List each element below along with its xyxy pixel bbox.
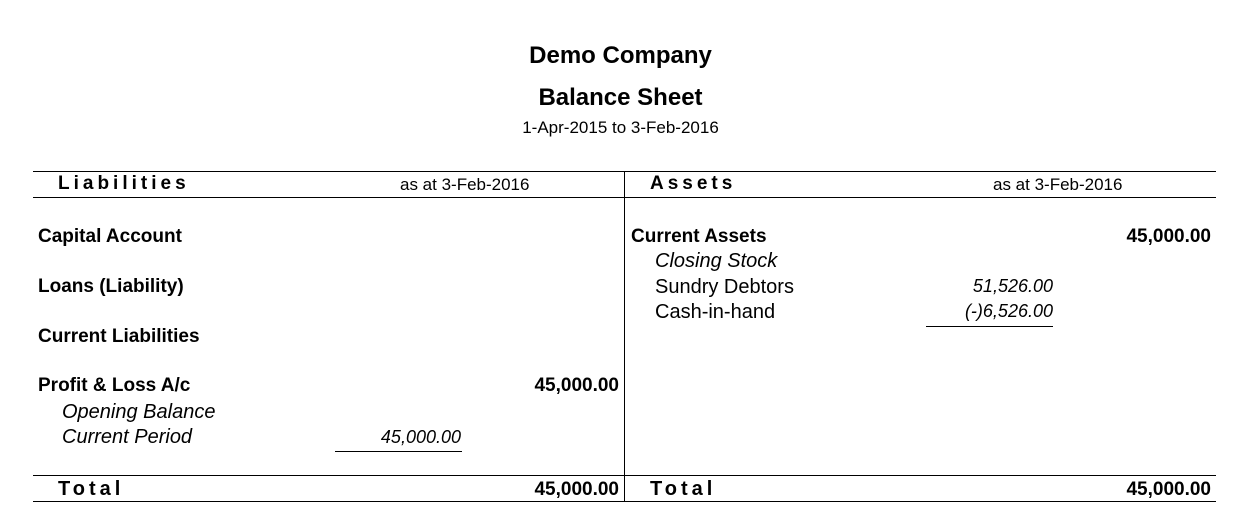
liabilities-as-at: as at 3-Feb-2016 (400, 175, 530, 194)
assets-total-amount: 45,000.00 (1126, 479, 1211, 500)
liabilities-total-amount: 45,000.00 (534, 479, 619, 500)
opening-balance-row[interactable]: Opening Balance (62, 401, 216, 423)
sundry-debtors-row[interactable]: Sundry Debtors (655, 276, 794, 298)
cash-in-hand-underline (926, 326, 1053, 327)
assets-heading: Assets (650, 173, 737, 194)
report-period: 1-Apr-2015 to 3-Feb-2016 (522, 118, 719, 137)
current-assets-row[interactable]: Current Assets (631, 226, 767, 247)
sundry-debtors-amount: 51,526.00 (972, 276, 1053, 296)
cash-in-hand-row[interactable]: Cash-in-hand (655, 301, 776, 323)
current-period-amount: 45,000.00 (380, 427, 461, 447)
liabilities-total-label: Total (58, 478, 125, 500)
loans-liability-row[interactable]: Loans (Liability) (38, 276, 184, 297)
liabilities-heading: Liabilities (58, 173, 190, 194)
assets-as-at: as at 3-Feb-2016 (993, 175, 1123, 194)
profit-loss-row[interactable]: Profit & Loss A/c (38, 375, 191, 396)
current-liabilities-row[interactable]: Current Liabilities (38, 326, 200, 347)
current-assets-amount: 45,000.00 (1126, 226, 1211, 247)
current-period-underline (335, 451, 462, 452)
column-divider (624, 171, 625, 502)
report-title: Balance Sheet (538, 84, 703, 111)
capital-account-row[interactable]: Capital Account (38, 226, 182, 247)
company-name: Demo Company (529, 42, 712, 69)
cash-in-hand-amount: (-)6,526.00 (964, 301, 1053, 321)
current-period-row[interactable]: Current Period (62, 426, 193, 448)
assets-total-label: Total (650, 478, 717, 500)
closing-stock-row[interactable]: Closing Stock (655, 250, 778, 272)
profit-loss-amount: 45,000.00 (534, 375, 619, 396)
